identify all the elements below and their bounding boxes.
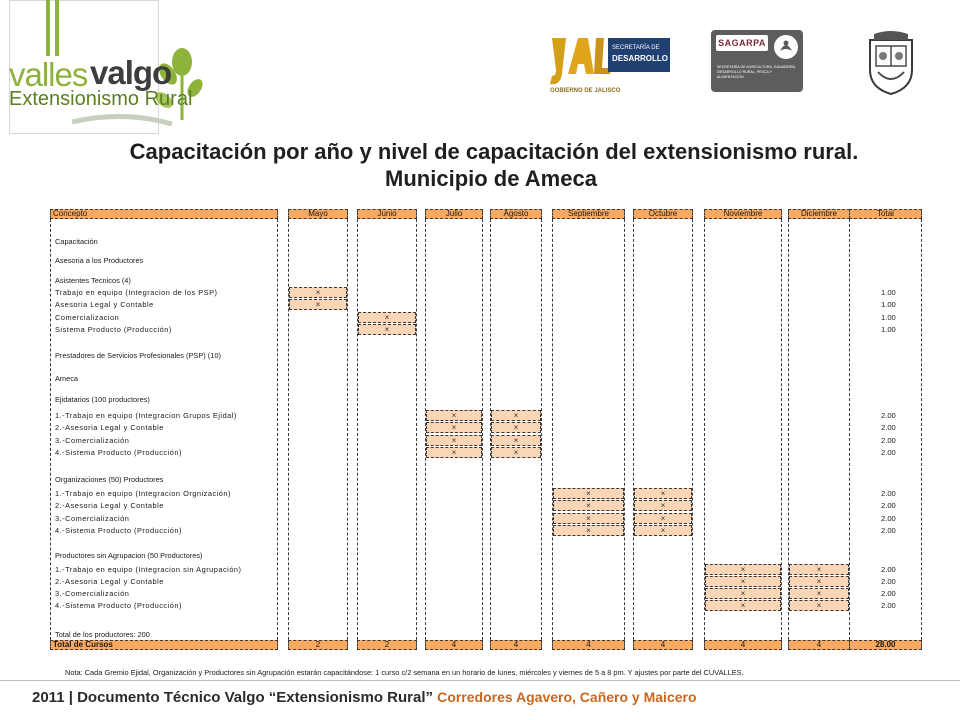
section-label: Prestadores de Servicios Profesionales (PSP) (10) <box>55 351 221 360</box>
jalisco-gov-text: GOBIERNO DE JALISCO <box>550 88 621 94</box>
row-total: 2.00 <box>881 514 896 523</box>
row-label: 2.-Asesoria Legal y Contable <box>55 577 164 586</box>
schedule-mark: × <box>553 513 624 524</box>
footer-month-total: 4 <box>490 640 542 650</box>
column-mayo <box>288 209 348 650</box>
valles-valgo-logo <box>7 0 195 134</box>
schedule-mark: × <box>426 422 482 433</box>
column-septiembre <box>552 209 625 650</box>
table-note: Nota: Cada Gremio Ejidal, Organización y Productores sin Agrupación estarán capacitándose: 1 curso c/2 semana en un horario de lunes, miércoles y viernes de 5 a 8 pm. Y ajustes por parte del CUVALLES. <box>65 668 744 677</box>
schedule-mark: × <box>705 564 781 575</box>
section-label: Capacitación <box>55 237 98 246</box>
schedule-mark: × <box>634 500 692 511</box>
column-header: Diciembre <box>788 209 850 219</box>
footer-total-label: Total de Cursos <box>50 640 278 650</box>
schedule-mark: × <box>491 447 541 458</box>
schedule-mark: × <box>789 564 849 575</box>
footer-year: 2011 <box>32 689 65 706</box>
column-header: Septiembre <box>552 209 625 219</box>
schedule-mark: × <box>358 312 416 323</box>
row-total: 2.00 <box>881 501 896 510</box>
logo-word-valgo: valgo <box>90 54 172 91</box>
row-total: 2.00 <box>881 411 896 420</box>
title-line-2: Municipio de Ameca <box>385 166 597 191</box>
jal-logo-icon <box>546 34 699 98</box>
training-schedule-table <box>50 209 922 650</box>
schedule-mark: × <box>491 435 541 446</box>
section-label: Asesoria a los Productores <box>55 256 144 265</box>
section-label: Organizaciones (50) Productores <box>55 475 164 484</box>
row-total: 2.00 <box>881 489 896 498</box>
schedule-mark: × <box>705 600 781 611</box>
schedule-mark: × <box>289 299 347 310</box>
column-header: Noviembre <box>704 209 782 219</box>
row-total: 1.00 <box>881 313 896 322</box>
footer-divider <box>0 680 960 681</box>
row-label: Asesoria Legal y Contable <box>55 300 154 309</box>
section-label: Ejidatarios (100 productores) <box>55 395 150 404</box>
schedule-mark: × <box>789 600 849 611</box>
column-header: Octubre <box>633 209 693 219</box>
schedule-mark: × <box>705 588 781 599</box>
schedule-mark: × <box>634 525 692 536</box>
column-header: Junio <box>357 209 417 219</box>
row-total: 1.00 <box>881 300 896 309</box>
row-label: Comercializacion <box>55 313 120 322</box>
schedule-mark: × <box>358 324 416 335</box>
row-label: Trabajo en equipo (Integracion de los PSP) <box>55 288 218 297</box>
row-label: 1.-Trabajo en equipo (Integracion sin Agrupación) <box>55 565 242 574</box>
schedule-mark: × <box>553 500 624 511</box>
section-label: Productores sin Agrupacion (50 Productores) <box>55 551 203 560</box>
row-label: 3.-Comercialización <box>55 436 130 445</box>
column-junio <box>357 209 417 650</box>
footer-corridors: Corredores Agavero, Cañero y Maicero <box>437 689 697 705</box>
footer-month-total: 4 <box>425 640 483 650</box>
row-label: 4.-Sistema Producto (Producción) <box>55 601 182 610</box>
schedule-mark: × <box>553 525 624 536</box>
section-label: Asistentes Tecnicos (4) <box>55 276 131 285</box>
schedule-mark: × <box>289 287 347 298</box>
column-header: Julio <box>425 209 483 219</box>
schedule-mark: × <box>634 513 692 524</box>
logo-word-valles: valles <box>9 56 88 93</box>
schedule-mark: × <box>491 410 541 421</box>
sagarpa-name: SAGARPA <box>718 38 766 48</box>
row-total: 2.00 <box>881 565 896 574</box>
page-footer <box>32 689 697 706</box>
title-line-1: Capacitación por año y nivel de capacitación del extensionismo rural. <box>129 139 859 164</box>
logo-word-extensionismo: Extensionismo Rural <box>9 88 193 110</box>
row-total: 2.00 <box>881 448 896 457</box>
schedule-mark: × <box>553 488 624 499</box>
footer-month-total: 4 <box>788 640 850 650</box>
column-header: Mayo <box>288 209 348 219</box>
column-octubre <box>633 209 693 650</box>
footer-doc-title: Documento Técnico Valgo “Extensionismo Rural” <box>77 689 433 706</box>
row-total: 1.00 <box>881 325 896 334</box>
row-label: 2.-Asesoria Legal y Contable <box>55 423 164 432</box>
footer-month-total: 4 <box>633 640 693 650</box>
schedule-mark: × <box>426 410 482 421</box>
eagle-seal-icon <box>773 33 799 61</box>
section-label: Ameca <box>55 374 79 383</box>
section-label: Total de los productores: 200 <box>55 630 150 639</box>
row-total: 2.00 <box>881 577 896 586</box>
jalisco-top-text: SECRETARÍA DE <box>612 45 660 51</box>
footer-month-total: 4 <box>704 640 782 650</box>
row-label: Sistema Producto (Producción) <box>55 325 172 334</box>
row-total: 2.00 <box>881 423 896 432</box>
footer-grand-total: 28.00 <box>849 640 922 650</box>
column-header: Concepto <box>50 209 278 219</box>
row-label: 3.-Comercialización <box>55 514 130 523</box>
row-label: 4.-Sistema Producto (Producción) <box>55 448 182 457</box>
sagarpa-description: SECRETARÍA DE AGRICULTURA, GANADERÍA, DESARROLLO RURAL, PESCA Y ALIMENTACIÓN <box>717 65 796 80</box>
row-label: 1.-Trabajo en equipo (Integracion Grupos Ejidal) <box>55 411 237 420</box>
column-header: Agosto <box>490 209 542 219</box>
row-total: 2.00 <box>881 526 896 535</box>
footer-month-total: 4 <box>552 640 625 650</box>
row-total: 2.00 <box>881 436 896 445</box>
footer-separator: | <box>68 689 73 706</box>
schedule-mark: × <box>789 588 849 599</box>
row-label: 4.-Sistema Producto (Producción) <box>55 526 182 535</box>
row-label: 2.-Asesoria Legal y Contable <box>55 501 164 510</box>
university-crest-icon <box>864 30 918 96</box>
schedule-mark: × <box>426 435 482 446</box>
schedule-mark: × <box>634 488 692 499</box>
schedule-mark: × <box>491 422 541 433</box>
sagarpa-logo <box>711 30 803 92</box>
row-total: 2.00 <box>881 601 896 610</box>
schedule-mark: × <box>426 447 482 458</box>
footer-month-total: 2 <box>357 640 417 650</box>
row-total: 2.00 <box>881 589 896 598</box>
row-label: 3.-Comercialización <box>55 589 130 598</box>
jalisco-bottom-text: DESARROLLO RURAL <box>612 54 699 63</box>
row-total: 1.00 <box>881 288 896 297</box>
row-label: 1.-Trabajo en equipo (Integracion Orgnización) <box>55 489 231 498</box>
schedule-mark: × <box>705 576 781 587</box>
column-header: Total <box>849 209 922 219</box>
sagarpa-name-bar <box>716 35 768 51</box>
footer-month-total: 2 <box>288 640 348 650</box>
page-title <box>0 138 960 192</box>
schedule-mark: × <box>789 576 849 587</box>
